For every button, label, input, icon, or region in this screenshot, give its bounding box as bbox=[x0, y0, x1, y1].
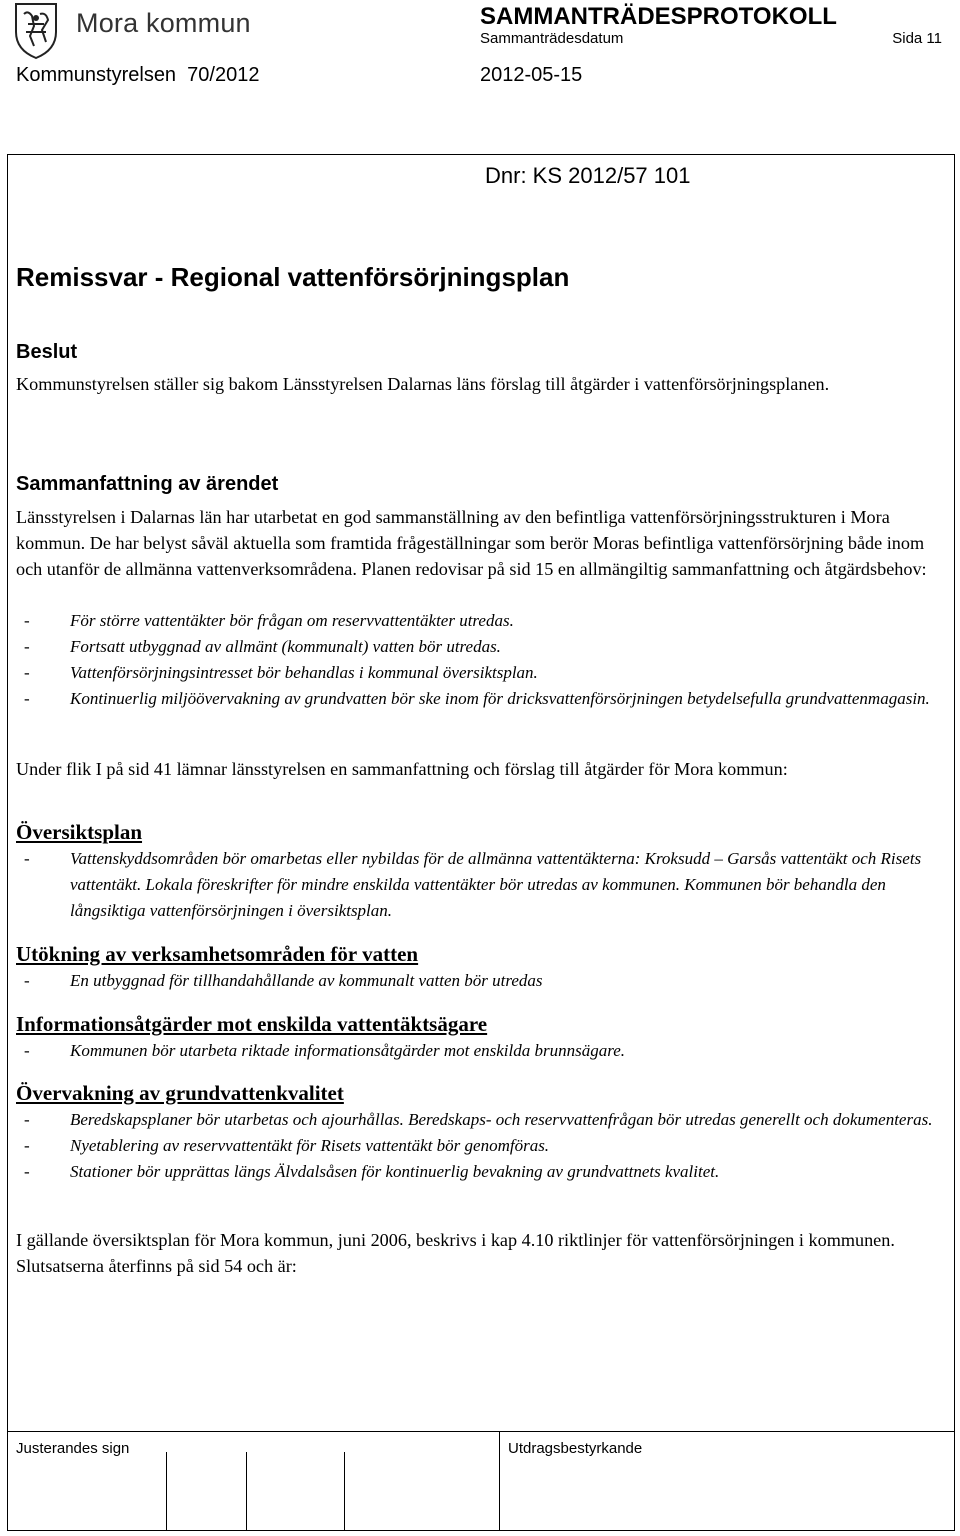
information-heading: Informationsåtgärder mot enskilda vattentäktsägare bbox=[16, 1012, 488, 1036]
list-item bbox=[24, 1159, 952, 1185]
justerandes-sign-label: Justerandes sign bbox=[16, 1440, 130, 1457]
org-name: Mora kommun bbox=[76, 8, 251, 38]
beslut-text: Kommunstyrelsen ställer sig bakom Länsstyrelsen Dalarnas läns förslag till åtgärder i vattenförsörjningsplanen. bbox=[16, 374, 830, 394]
list-item-text: Kontinuerlig miljöövervakning av grundvatten bör ske inom för dricksvattenförsörjningen betydelsefulla grundvattenmagasin. bbox=[70, 689, 930, 708]
list-item-text: En utbyggnad för tillhandahållande av kommunalt vatten bör utredas bbox=[70, 971, 543, 990]
page-number: Sida 11 bbox=[892, 30, 942, 47]
municipal-crest-icon bbox=[12, 2, 60, 60]
list-item-text: Stationer bör upprättas längs Älvdalsåsen för kontinuerlig bevakning av grundvattnets kvalitet. bbox=[70, 1162, 720, 1181]
list-dash: - bbox=[24, 1136, 30, 1155]
list-dash: - bbox=[24, 849, 30, 868]
list-item-text: För större vattentäkter bör frågan om reservvattentäkter utredas. bbox=[70, 611, 514, 630]
list-item bbox=[24, 608, 952, 634]
signature-box-divider bbox=[246, 1452, 247, 1531]
footer-divider bbox=[7, 1431, 955, 1432]
document-title: SAMMANTRÄDESPROTOKOLL bbox=[480, 3, 837, 30]
list-dash: - bbox=[24, 611, 30, 630]
signature-box-divider bbox=[166, 1452, 167, 1531]
list-item-text: Vattenförsörjningsintresset bör behandlas i kommunal översiktsplan. bbox=[70, 663, 538, 682]
list-item-text: Vattenskyddsområden bör omarbetas eller nybildas för de allmänna vattentäkterna: Kroksudd – Garsås vattentäkt och Risets vattentäkt. Lokala föreskrifter för mindre enskilda vattentäkter bör utredas av kommunen. Kommunen bör behandla den långsiktiga vattenförsörjningen i översiktsplan. bbox=[70, 849, 922, 920]
flik-intro: Under flik I på sid 41 lämnar länsstyrelsen en sammanfattning och förslag till åtgärder för Mora kommun: bbox=[16, 759, 788, 779]
signature-box-divider bbox=[344, 1452, 345, 1531]
list-item bbox=[24, 686, 952, 712]
sammanfattning-text: Länsstyrelsen i Dalarnas län har utarbetat en god sammanställning av den befintliga vattenförsörjningsstrukturen i Mora kommun. De har belyst såväl aktuella som framtida frågeställningar som berör Moras befintliga vattenförsörjning både inom och utanför de allmänna vattenverksområdena. Planen redovisar på sid 15 en allmängiltig sammanfattning och åtgärdsbehov: bbox=[16, 507, 927, 579]
list-item bbox=[24, 846, 952, 924]
list-item bbox=[24, 1038, 952, 1064]
list-dash: - bbox=[24, 971, 30, 990]
utokning-heading: Utökning av verksamhetsområden för vatten bbox=[16, 942, 419, 966]
meeting-date-label: Sammanträdesdatum bbox=[480, 30, 624, 47]
case-number: Dnr: KS 2012/57 101 bbox=[485, 163, 691, 188]
page-title: Remissvar - Regional vattenförsörjningsplan bbox=[16, 262, 570, 292]
list-item-text: Nyetablering av reservvattentäkt för Risets vattentäkt bör genomföras. bbox=[70, 1136, 550, 1155]
list-dash: - bbox=[24, 1162, 30, 1181]
list-dash: - bbox=[24, 689, 30, 708]
list-item-text: Beredskapsplaner bör utarbetas och ajourhållas. Beredskaps- och reservvattenfrågan bör utredas generellt och dokumenteras. bbox=[70, 1110, 933, 1129]
oversiktsplan-list bbox=[24, 846, 952, 924]
oversiktsplan-heading: Översiktsplan bbox=[16, 820, 143, 844]
list-item bbox=[24, 1107, 952, 1133]
signature-box-divider bbox=[499, 1431, 500, 1531]
utdragsbestyrkande-label: Utdragsbestyrkande bbox=[508, 1440, 643, 1457]
list-item bbox=[24, 1133, 952, 1159]
sammanfattning-heading: Sammanfattning av ärendet bbox=[16, 473, 279, 495]
overvakning-heading: Övervakning av grundvattenkvalitet bbox=[16, 1081, 344, 1105]
list-dash: - bbox=[24, 1041, 30, 1060]
list-dash: - bbox=[24, 663, 30, 682]
list-dash: - bbox=[24, 1110, 30, 1129]
list-item-text: Fortsatt utbyggnad av allmänt (kommunalt) vatten bör utredas. bbox=[70, 637, 501, 656]
meeting-date: 2012-05-15 bbox=[480, 64, 583, 86]
list-item-text: Kommunen bör utarbeta riktade informationsåtgärder mot enskilda brunnsägare. bbox=[70, 1041, 625, 1060]
list-item bbox=[24, 660, 952, 686]
overvakning-list bbox=[24, 1107, 952, 1185]
closing-text: I gällande översiktsplan för Mora kommun, juni 2006, beskrivs i kap 4.10 riktlinjer för vattenförsörjningen i kommunen. Slutsatserna återfinns på sid 54 och är: bbox=[16, 1230, 895, 1276]
list-item bbox=[24, 634, 952, 660]
list-dash: - bbox=[24, 637, 30, 656]
sammanfattning-list bbox=[24, 608, 952, 712]
information-list bbox=[24, 1038, 952, 1064]
content-frame bbox=[7, 154, 955, 1531]
board-reference: Kommunstyrelsen 70/2012 bbox=[16, 64, 260, 86]
beslut-heading: Beslut bbox=[16, 341, 78, 363]
utokning-list bbox=[24, 968, 952, 994]
list-item bbox=[24, 968, 952, 994]
